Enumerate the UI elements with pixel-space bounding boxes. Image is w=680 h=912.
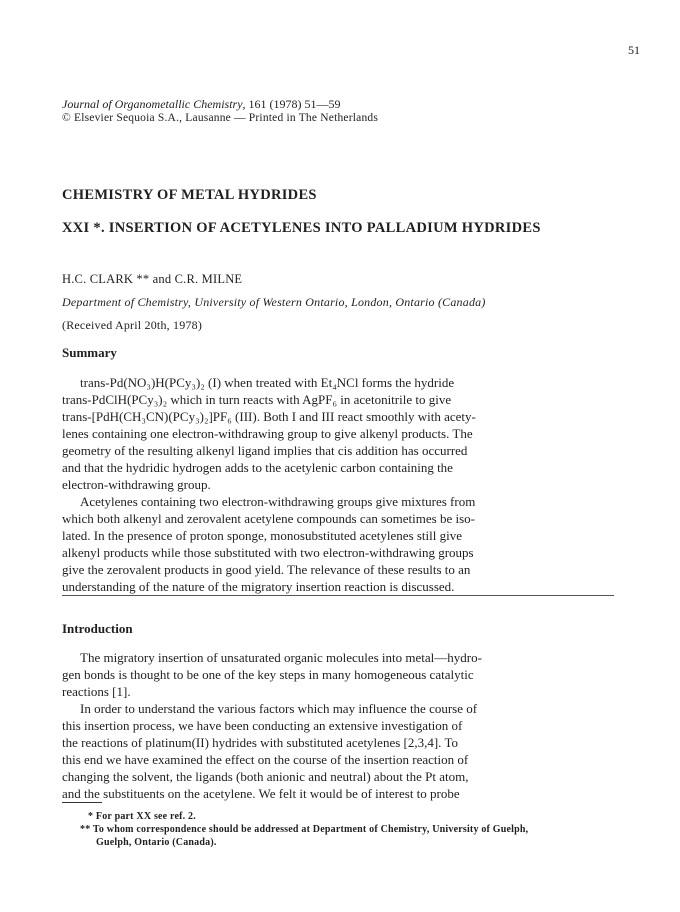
journal-volume-pages: , 161 (1978) 51—59 <box>242 97 341 111</box>
intro-line: The migratory insertion of unsaturated organic molecules into metal—hydro- <box>80 650 482 665</box>
footnote-divider <box>62 802 102 803</box>
footnote-2: ** To whom correspondence should be addressed at Department of Chemistry, University of Guelph, <box>80 824 529 835</box>
series-title: CHEMISTRY OF METAL HYDRIDES <box>62 187 317 203</box>
summary-body <box>62 374 614 595</box>
intro-line: this end we have examined the effect on the course of the insertion reaction of <box>62 752 469 767</box>
summary-line: which both alkenyl and zerovalent acetylene compounds can sometimes be iso- <box>62 511 475 526</box>
copyright-line: © Elsevier Sequoia S.A., Lausanne — Printed in The Netherlands <box>62 112 379 124</box>
summary-line: trans-PdClH(PCy₃)₂ which in turn reacts with AgPF₆ in acetonitrile to give <box>62 392 452 407</box>
summary-line: lated. In the presence of proton sponge, monosubstituted acetylenes still give <box>62 528 463 543</box>
received-date: (Received April 20th, 1978) <box>62 318 203 332</box>
intro-line: changing the solvent, the ligands (both anionic and neutral) about the Pt atom, <box>62 769 469 784</box>
intro-line: gen bonds is thought to be one of the key steps in many homogeneous catalytic <box>62 667 474 682</box>
summary-line: geometry of the resulting alkenyl ligand implies that cis addition has occurred <box>62 443 468 458</box>
summary-heading: Summary <box>62 345 117 360</box>
intro-line: reactions [1]. <box>62 684 131 699</box>
introduction-body <box>62 649 614 802</box>
summary-line: and that the hydridic hydrogen adds to the acetylenic carbon containing the <box>62 460 453 475</box>
intro-line: In order to understand the various factors which may influence the course of <box>80 701 478 716</box>
summary-line: trans-[PdH(CH₃CN)(PCy₃)₂]PF₆ (III). Both I and III react smoothly with acety- <box>62 409 476 424</box>
introduction-heading: Introduction <box>62 621 133 636</box>
authors: H.C. CLARK ** and C.R. MILNE <box>62 272 243 286</box>
page-number: 51 <box>628 43 640 57</box>
summary-line: Acetylenes containing two electron-withdrawing groups give mixtures from <box>80 494 476 509</box>
article-title: XXI *. INSERTION OF ACETYLENES INTO PALLADIUM HYDRIDES <box>62 220 541 236</box>
summary-line: give the zerovalent products in good yield. The relevance of these results to an <box>62 562 471 577</box>
journal-name: Journal of Organometallic Chemistry <box>62 97 243 111</box>
summary-line: understanding of the nature of the migratory insertion reaction is discussed. <box>62 579 455 594</box>
summary-line: lenes containing one electron-withdrawing group to give alkenyl products. The <box>62 426 473 441</box>
affiliation: Department of Chemistry, University of Western Ontario, London, Ontario (Canada) <box>62 295 486 309</box>
footnote-1: * For part XX see ref. 2. <box>88 811 196 822</box>
summary-line: alkenyl products while those substituted with two electron-withdrawing groups <box>62 545 474 560</box>
intro-line: the reactions of platinum(II) hydrides with substituted acetylenes [2,3,4]. To <box>62 735 458 750</box>
journal-citation <box>62 96 341 112</box>
summary-line: trans-Pd(NO₃)H(PCy₃)₂ (I) when treated with Et₄NCl forms the hydride <box>80 375 455 390</box>
intro-line: this insertion process, we have been conducting an extensive investigation of <box>62 718 463 733</box>
footnote-2-continued: Guelph, Ontario (Canada). <box>96 837 217 848</box>
section-divider <box>62 595 614 596</box>
intro-line: and the substituents on the acetylene. We felt it would be of interest to probe <box>62 786 460 801</box>
summary-line: electron-withdrawing group. <box>62 477 211 492</box>
